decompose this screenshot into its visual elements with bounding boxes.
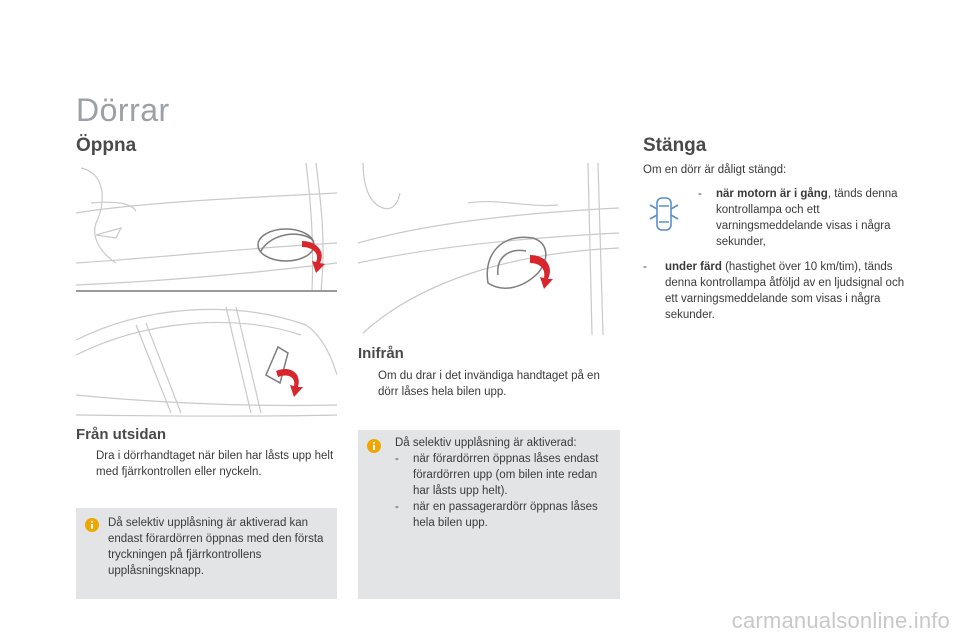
subheading-inside: Inifrån xyxy=(358,345,404,362)
section-heading-close: Stänga xyxy=(643,135,707,156)
close-item-engine-text: när motorn är i gång, tänds denna kontrollampa och ett varningsmeddelande visas i några sekunder, xyxy=(716,188,898,248)
bullet-inside xyxy=(358,368,620,400)
info-icon xyxy=(367,439,381,453)
dash: - xyxy=(395,453,399,465)
close-intro: Om en dörr är dåligt stängd: xyxy=(643,164,787,176)
exterior-handle-illustration xyxy=(76,163,337,291)
door-open-warning-icon xyxy=(648,195,680,233)
interior-handle-illustration xyxy=(358,163,619,335)
bullet-inside-text: Om du drar i det invändiga handtaget på en dörr låses hela bilen upp. xyxy=(378,370,600,398)
exterior-handle-pulled-illustration xyxy=(76,295,337,417)
list-item xyxy=(395,451,613,499)
info-inside-content xyxy=(395,435,613,531)
close-item-driving-text: under färd (hastighet över 10 km/tim), tänds denna kontrollampa åtföljd av en ljudsignal och ett varningsmeddelande som visas i några sekunder. xyxy=(665,261,905,321)
bullet-outside-text: Dra i dörrhandtaget när bilen har låsts upp helt med fjärrkontrollen eller nyckeln. xyxy=(96,450,334,478)
list-item-text: när en passagerardörr öppnas låses hela bilen upp. xyxy=(413,501,598,529)
info-box-inside xyxy=(358,430,620,599)
dash: - xyxy=(643,261,647,273)
info-icon xyxy=(85,518,99,532)
divider xyxy=(76,290,337,292)
close-item-driving xyxy=(643,259,908,323)
info-box-outside xyxy=(76,508,337,599)
arrow-icon xyxy=(530,255,553,289)
info-outside-text: Då selektiv upplåsning är aktiverad kan endast förardörren öppnas med den första tryckningen på fjärrkontrollens upplåsningsknapp. xyxy=(108,517,324,577)
page-title: Dörrar xyxy=(76,92,170,128)
bullet-outside xyxy=(76,448,336,480)
list-item-text: när förardörren öppnas låses endast förardörren upp (om bilen inte redan har låsts upp helt). xyxy=(413,453,599,497)
section-heading-open: Öppna xyxy=(76,135,137,156)
dash: - xyxy=(395,501,399,513)
close-item-engine xyxy=(698,186,898,250)
dash: - xyxy=(698,188,702,200)
bullet-icon xyxy=(358,368,378,400)
info-inside-intro: Då selektiv upplåsning är aktiverad: xyxy=(395,437,577,449)
subheading-outside: Från utsidan xyxy=(76,426,167,443)
list-item xyxy=(395,499,613,531)
footer-watermark: carmanualsonline.info xyxy=(731,608,950,633)
bullet-icon xyxy=(76,448,96,480)
